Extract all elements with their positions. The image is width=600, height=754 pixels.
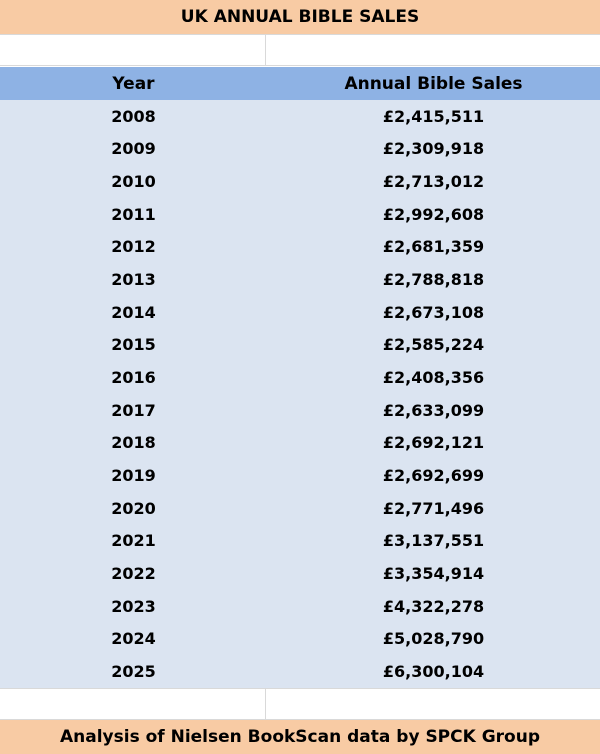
sales-cell: £2,681,359 (382, 237, 485, 257)
table-body (0, 100, 600, 688)
year-cell: 2011 (111, 204, 156, 224)
year-cell: 2009 (111, 139, 156, 159)
year-cell: 2014 (111, 302, 156, 322)
table-row (0, 394, 600, 427)
table-row (0, 198, 600, 231)
table-row (0, 525, 600, 558)
header-annual-sales: Annual Bible Sales (344, 73, 523, 94)
table-row (0, 590, 600, 623)
year-cell: 2013 (111, 270, 156, 290)
year-cell: 2018 (111, 433, 156, 453)
year-cell: 2024 (111, 629, 156, 649)
sales-cell: £2,692,121 (382, 433, 485, 453)
sales-cell: £2,309,918 (382, 139, 485, 159)
year-cell: 2008 (111, 106, 156, 126)
year-cell: 2025 (111, 661, 156, 681)
header-year: Year (112, 73, 155, 94)
blank-row-bottom (0, 688, 600, 720)
sales-cell: £2,415,511 (382, 106, 485, 126)
table-row (0, 459, 600, 492)
source-footer: Analysis of Nielsen BookScan data by SPCK Group (0, 720, 600, 754)
table-header-row (0, 67, 600, 100)
table-row (0, 361, 600, 394)
column-divider (265, 35, 266, 65)
year-cell: 2023 (111, 596, 156, 616)
year-cell: 2012 (111, 237, 156, 257)
sales-cell: £2,408,356 (382, 368, 485, 388)
sales-cell: £4,322,278 (382, 596, 485, 616)
sales-cell: £3,137,551 (382, 531, 485, 551)
sales-cell: £2,713,012 (382, 172, 485, 192)
sales-cell: £2,992,608 (382, 204, 485, 224)
year-cell: 2019 (111, 466, 156, 486)
sales-cell: £2,585,224 (382, 335, 485, 355)
table-row (0, 557, 600, 590)
sales-cell: £2,673,108 (382, 302, 485, 322)
column-divider (265, 689, 266, 719)
year-cell: 2016 (111, 368, 156, 388)
table-row (0, 296, 600, 329)
table-row (0, 165, 600, 198)
sales-cell: £6,300,104 (382, 661, 485, 681)
year-cell: 2022 (111, 564, 156, 584)
table-row (0, 492, 600, 525)
sales-cell: £2,771,496 (382, 498, 485, 518)
table-row (0, 100, 600, 133)
table-row (0, 133, 600, 166)
table-row (0, 231, 600, 264)
table-row (0, 329, 600, 362)
sales-cell: £2,788,818 (382, 270, 485, 290)
year-cell: 2017 (111, 400, 156, 420)
table-row (0, 623, 600, 656)
year-cell: 2010 (111, 172, 156, 192)
year-cell: 2021 (111, 531, 156, 551)
table-row (0, 655, 600, 688)
year-cell: 2020 (111, 498, 156, 518)
table-row (0, 263, 600, 296)
sales-cell: £2,692,699 (382, 466, 485, 486)
blank-row-top (0, 34, 600, 66)
sales-cell: £3,354,914 (382, 564, 485, 584)
sales-cell: £5,028,790 (382, 629, 485, 649)
year-cell: 2015 (111, 335, 156, 355)
table-title: UK ANNUAL BIBLE SALES (0, 0, 600, 34)
table-row (0, 427, 600, 460)
sales-cell: £2,633,099 (382, 400, 485, 420)
